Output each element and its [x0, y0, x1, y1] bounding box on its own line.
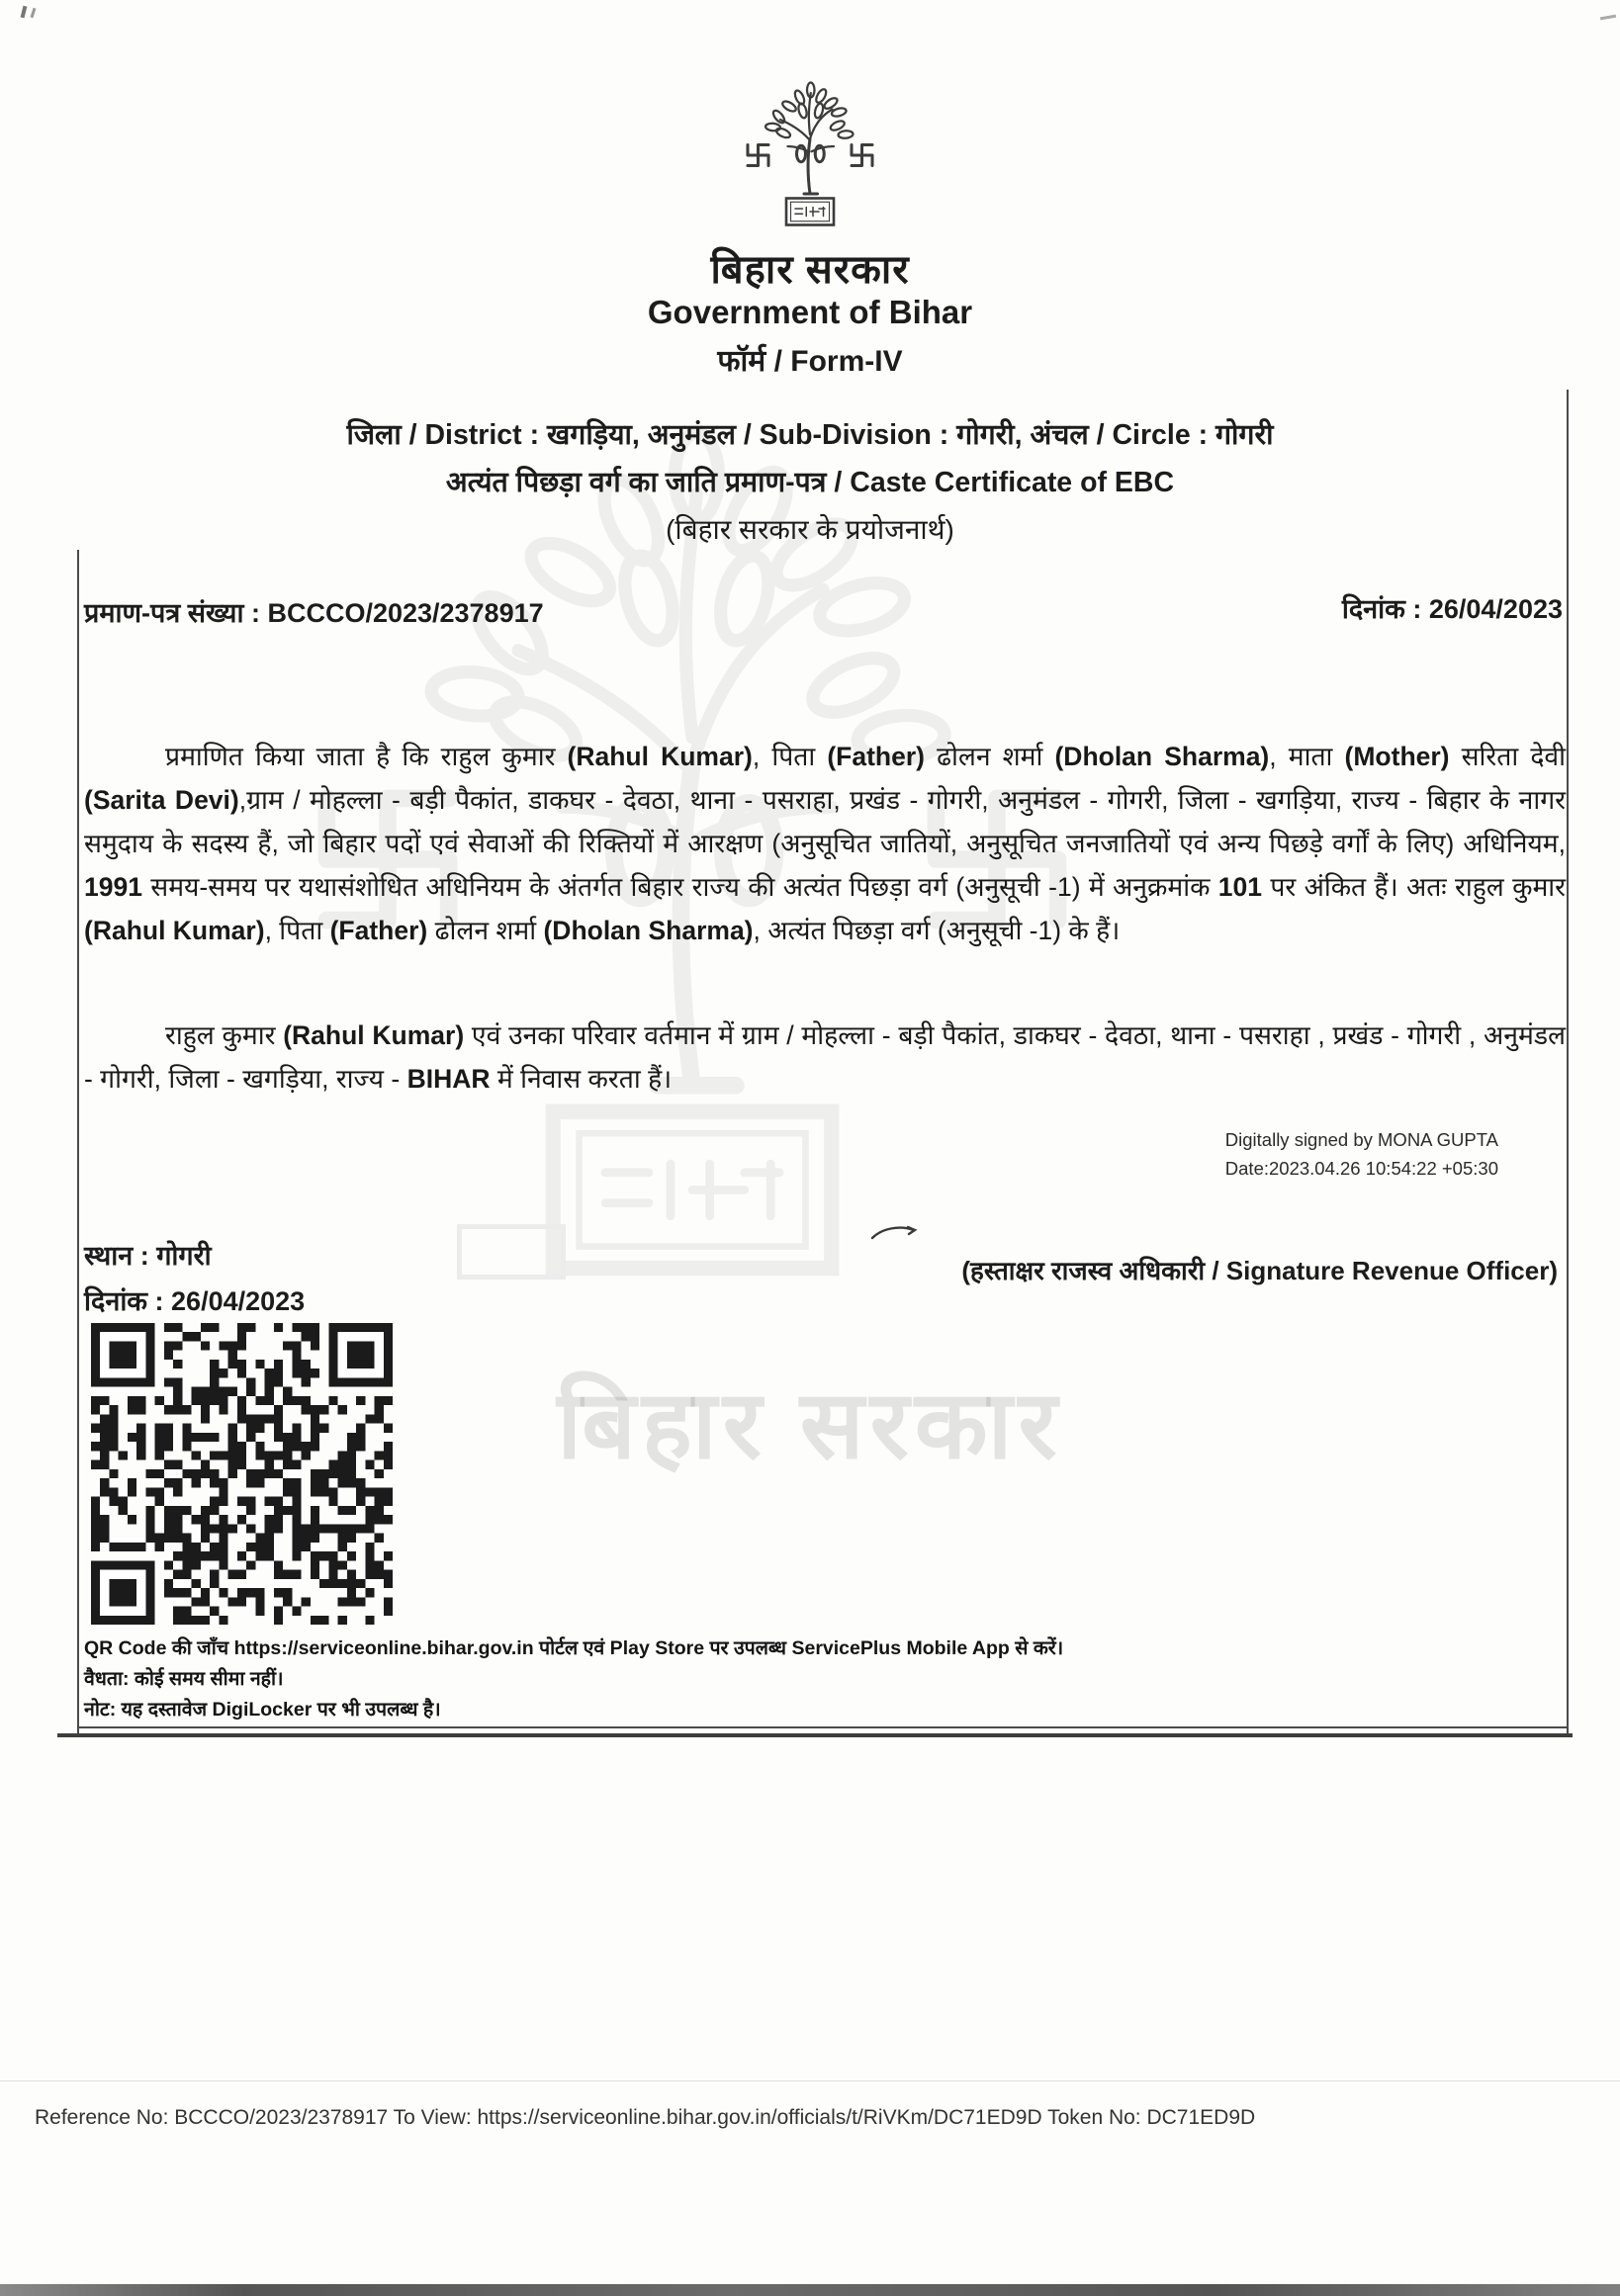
body-paragraph-1: प्रमाणित किया जाता है कि राहुल कुमार (Rahul Kumar), पिता (Father) ढोलन शर्मा (Dholan Sharma), माता (Mother) सरिता देवी (Sarita Devi),ग्राम / मोहल्ला - बड़ी पैकांत, डाकघर - देवठा, थाना - पसराहा, प्रखंड - गोगरी, अनुमंडल - गोगरी, जिला - खगड़िया, राज्य - बिहार के नागर समुदाय के सदस्य हैं, जो बिहार पदों एवं सेवाओं की रिक्तियों में आरक्षण (अनुसूचित जातियों, अनुसूचित जनजातियों एवं अन्य पिछड़े वर्गों के लिए) अधिनियम, 1991 समय-समय पर यथासंशोधित अधिनियम के अंतर्गत बिहार राज्य की अत्यंत पिछड़ा वर्ग (अनुसूची -1) में अनुक्रमांक 101 पर अंकित हैं। अतः राहुल कुमार (Rahul Kumar), पिता (Father) ढोलन शर्मा (Dholan Sharma), अत्यंत पिछड़ा वर्ग (अनुसूची -1) के हैं।: [84, 741, 1566, 945]
form-number-line: फॉर्म / Form-IV: [717, 345, 903, 378]
issue-date: दिनांक : 26/04/2023: [1341, 594, 1563, 624]
digital-signature-date: Date:2023.04.26 10:54:22 +05:30: [1224, 1158, 1498, 1179]
qr-note-digilocker: नोट: यह दस्तावेज DigiLocker पर भी उपलब्ध है।: [84, 1699, 441, 1721]
scan-artifact: [1600, 15, 1616, 21]
scan-artifact: [21, 6, 28, 19]
pen-mark-icon: [870, 1222, 918, 1244]
certificate-title-line: अत्यंत पिछड़ा वर्ग का जाति प्रमाण-पत्र / Caste Certificate of EBC: [445, 467, 1175, 498]
qr-note-verification: QR Code की जाँच https://serviceonline.bihar.gov.in पोर्टल एवं Play Store पर उपलब्ध ServicePlus Mobile App से करें।: [84, 1637, 1064, 1659]
scan-artifact: [31, 8, 37, 18]
officer-signature-line: (हस्ताक्षर राजस्व अधिकारी / Signature Revenue Officer): [961, 1256, 1558, 1285]
district-subdivision-circle-line: जिला / District : खगड़िया, अनुमंडल / Sub-Division : गोगरी, अंचल / Circle : गोगरी: [346, 419, 1274, 451]
box-border-bottom: [77, 1726, 1569, 1728]
watermark-title: बिहार सरकार: [557, 1372, 1063, 1478]
government-title-hindi: बिहार सरकार: [710, 248, 910, 292]
certificate-number: प्रमाण-पत्र संख्या : BCCCO/2023/2378917: [84, 598, 544, 628]
digital-signature-signer: Digitally signed by MONA GUPTA: [1224, 1129, 1498, 1150]
qr-code: [91, 1323, 393, 1625]
reference-line: Reference No: BCCCO/2023/2378917 To View: https://serviceonline.bihar.gov.in/officials/t/RiVKm/DC71ED9D Token No: DC71ED9D: [35, 2106, 1256, 2129]
scanner-edge-strip: [0, 2284, 1620, 2296]
digital-signature-block: [1225, 1125, 1498, 1183]
government-title-english: Government of Bihar: [647, 294, 973, 330]
qr-notes-block: [84, 1634, 1063, 1725]
box-border-bottom-shadow: [57, 1733, 1573, 1737]
footer-divider: [0, 2080, 1620, 2081]
purpose-line: (बिहार सरकार के प्रयोजनार्थ): [666, 514, 954, 545]
box-border-right: [1567, 390, 1569, 1736]
place-line: स्थान : गोगरी: [84, 1241, 212, 1271]
qr-note-validity: वैधता: कोई समय सीमा नहीं।: [84, 1668, 284, 1690]
scan-artifact-box: [457, 1224, 566, 1280]
bihar-emblem-icon: [736, 81, 884, 244]
box-border-left: [77, 550, 79, 1736]
body-paragraph-2: राहुल कुमार (Rahul Kumar) एवं उनका परिवार वर्तमान में ग्राम / मोहल्ला - बड़ी पैकांत, डाकघर - देवठा, थाना - पसराहा , प्रखंड - गोगरी , अनुमंडल - गोगरी, जिला - खगड़िया, राज्य - BIHAR में निवास करता हैं।: [84, 1019, 1566, 1094]
date-line: दिनांक : 26/04/2023: [84, 1286, 306, 1316]
